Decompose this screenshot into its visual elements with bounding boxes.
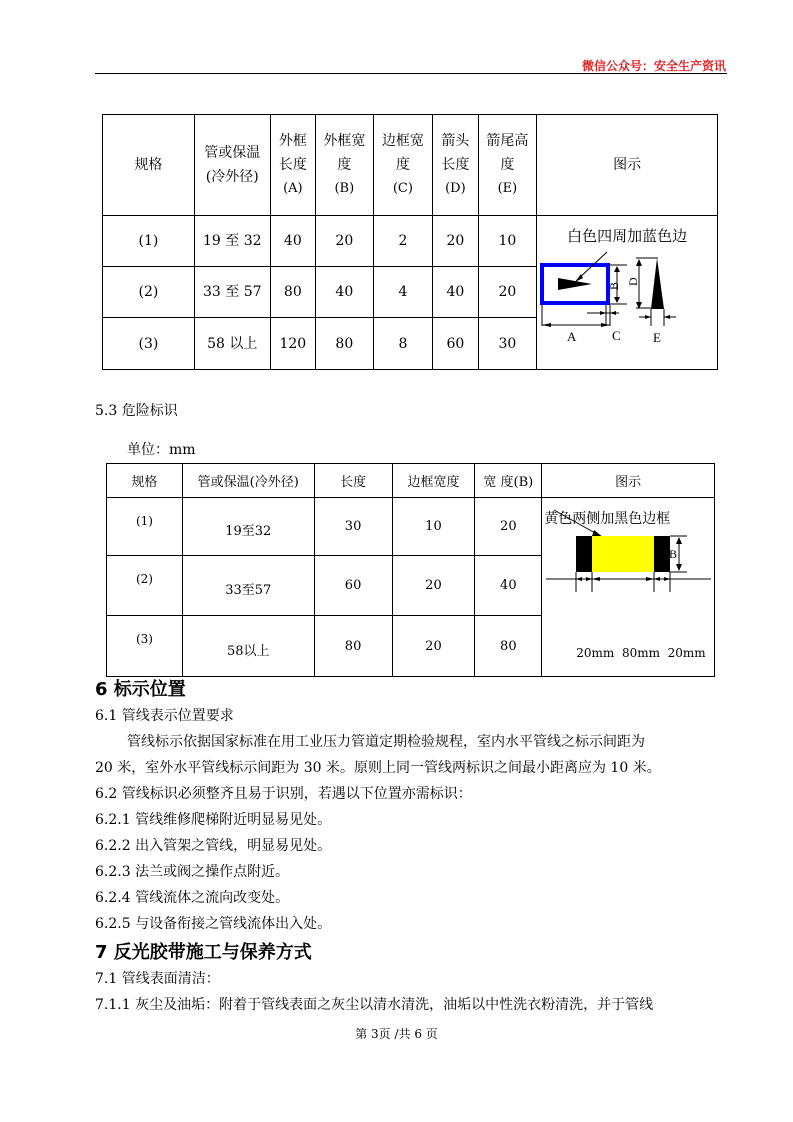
- hazard-dims-label: 20mm 80mm 20mm: [576, 646, 706, 660]
- header-note: 微信公众号：安全生产资讯: [581, 59, 726, 73]
- cell-d: 60: [433, 318, 478, 370]
- header-pipe: 管或保温(冷外径): [182, 464, 314, 498]
- cell-spec: [107, 616, 183, 677]
- page-footer: 第 3页 /共 6 页: [355, 1027, 438, 1041]
- cell-length: 60: [314, 556, 392, 616]
- arrow-figure-cell: [537, 216, 718, 370]
- svg-text:A: A: [567, 329, 577, 344]
- cell-b: 40: [316, 267, 374, 318]
- cell-e: 10: [478, 216, 537, 267]
- header-text: (E): [497, 181, 518, 196]
- cell-spec: (2): [103, 267, 195, 318]
- header-spec: 规格: [107, 464, 183, 498]
- paragraph-line: 20 米，室外水平管线标示间距为 30 米。原则上同一管线两标识之间最小距离应为 10 米。: [95, 760, 661, 776]
- header-e: [478, 115, 537, 216]
- cell-text: (2): [135, 572, 153, 586]
- cell-length: 30: [314, 498, 392, 556]
- header-length: 长度: [314, 464, 392, 498]
- header-spec: 规格: [103, 115, 195, 216]
- header-text: 箭头: [441, 133, 470, 149]
- cell-pipe: 33至57: [182, 556, 314, 616]
- header-text: 外框宽: [323, 133, 366, 149]
- cell-length: 80: [314, 616, 392, 677]
- header-text: 边框宽: [381, 133, 424, 149]
- unit-label: 单位：mm: [127, 442, 196, 458]
- table-header-row: [103, 115, 718, 216]
- cell-b: 20: [316, 216, 374, 267]
- cell-border-width: 20: [392, 556, 475, 616]
- section-6-1-title: 6.1 管线表示位置要求: [95, 708, 234, 724]
- cell-a: 80: [270, 267, 315, 318]
- hazard-figure-caption: 黄色两侧加黑色边框: [544, 511, 671, 527]
- header-text: (D): [445, 181, 466, 196]
- header-a: [270, 115, 315, 216]
- cell-pipe: 19至32: [182, 498, 314, 556]
- list-item: 6.2.5 与设备衔接之管线流体出入处。: [95, 916, 332, 932]
- svg-text:E: E: [653, 330, 662, 345]
- header-width-b: 宽 度(B): [475, 464, 542, 498]
- svg-text:D: D: [626, 277, 641, 286]
- header-b: [316, 115, 374, 216]
- cell-text: (1): [135, 514, 153, 528]
- cell-border-width: 20: [392, 616, 475, 677]
- cell-spec: (3): [103, 318, 195, 370]
- cell-c: 2: [373, 216, 433, 267]
- cell-width-b: 40: [475, 556, 542, 616]
- cell-e: 30: [478, 318, 537, 370]
- paragraph-line: 管线标示依据国家标准在用工业压力管道定期检验规程，室内水平管线之标示间距为: [127, 734, 645, 750]
- hazard-figure-cell: [542, 498, 715, 677]
- cell-d: 20: [433, 216, 478, 267]
- cell-spec: (1): [103, 216, 195, 267]
- cell-pipe: 33 至 57: [194, 267, 270, 318]
- section-7-title: 7 反光胶带施工与保养方式: [95, 942, 312, 963]
- header-text: 度: [500, 157, 515, 173]
- table-header-row: [107, 464, 715, 498]
- header-text: (C): [392, 181, 413, 196]
- cell-a: 40: [270, 216, 315, 267]
- cell-width-b: 20: [475, 498, 542, 556]
- header-text: (B): [334, 181, 355, 196]
- cell-b: 80: [316, 318, 374, 370]
- svg-text:C: C: [612, 328, 621, 343]
- header-figure: 图示: [537, 115, 718, 216]
- table-row: [107, 498, 715, 556]
- cell-c: 8: [373, 318, 433, 370]
- hazard-spec-table: [106, 463, 715, 677]
- cell-a: 120: [270, 318, 315, 370]
- header-c: [373, 115, 433, 216]
- cell-d: 40: [433, 267, 478, 318]
- cell-e: 20: [478, 267, 537, 318]
- cell-width-b: 80: [475, 616, 542, 677]
- list-item: 6.2.2 出入管架之管线，明显易见处。: [95, 838, 332, 854]
- arrow-spec-table: [102, 114, 718, 370]
- header-text: 箭尾高: [486, 133, 529, 149]
- cell-c: 4: [373, 267, 433, 318]
- header-d: [433, 115, 478, 216]
- svg-text:B: B: [607, 281, 622, 290]
- list-item: 6.2.4 管线流体之流向改变处。: [95, 890, 290, 906]
- list-item: 6.2.1 管线维修爬梯附近明显易见处。: [95, 812, 332, 828]
- svg-text:B: B: [669, 547, 678, 561]
- cell-text: (3): [135, 632, 153, 646]
- cell-spec: [107, 498, 183, 556]
- header-rule: [95, 73, 727, 74]
- header-pipe: [194, 115, 270, 216]
- arrow-diagram-icon: [537, 250, 716, 370]
- header-text: 度: [337, 157, 352, 173]
- list-item: 6.2.3 法兰或阀之操作点附近。: [95, 864, 290, 880]
- section-7-1-title: 7.1 管线表面清洁：: [95, 971, 220, 987]
- header-border-width: 边框宽度: [392, 464, 475, 498]
- header-text: (冷外径): [205, 169, 259, 185]
- header-text: 长度: [441, 157, 470, 173]
- cell-pipe: 58 以上: [194, 318, 270, 370]
- table-row: [103, 216, 718, 267]
- section-6-2-title: 6.2 管线标识必须整齐且易于识别，若遇以下位置亦需标识：: [95, 786, 472, 802]
- header-text: 度: [395, 157, 410, 173]
- header-text: 管或保温: [204, 145, 261, 161]
- header-figure: 图示: [542, 464, 715, 498]
- cell-border-width: 10: [392, 498, 475, 556]
- paragraph-line: 7.1.1 灰尘及油垢：附着于管线表面之灰尘以清水清洗，油垢以中性洗衣粉清洗，并于管线: [95, 997, 654, 1013]
- section-5-3-title: 5.3 危险标识: [95, 403, 178, 419]
- section-6-title: 6 标示位置: [95, 679, 186, 700]
- hazard-diagram-icon: [542, 508, 715, 608]
- cell-pipe: 19 至 32: [194, 216, 270, 267]
- header-text: 外框: [278, 133, 307, 149]
- cell-spec: [107, 556, 183, 616]
- arrow-figure-caption: 白色四周加蓝色边: [567, 227, 688, 245]
- header-text: 长度: [278, 157, 307, 173]
- header-text: (A): [283, 181, 303, 196]
- cell-pipe: 58以上: [182, 616, 314, 677]
